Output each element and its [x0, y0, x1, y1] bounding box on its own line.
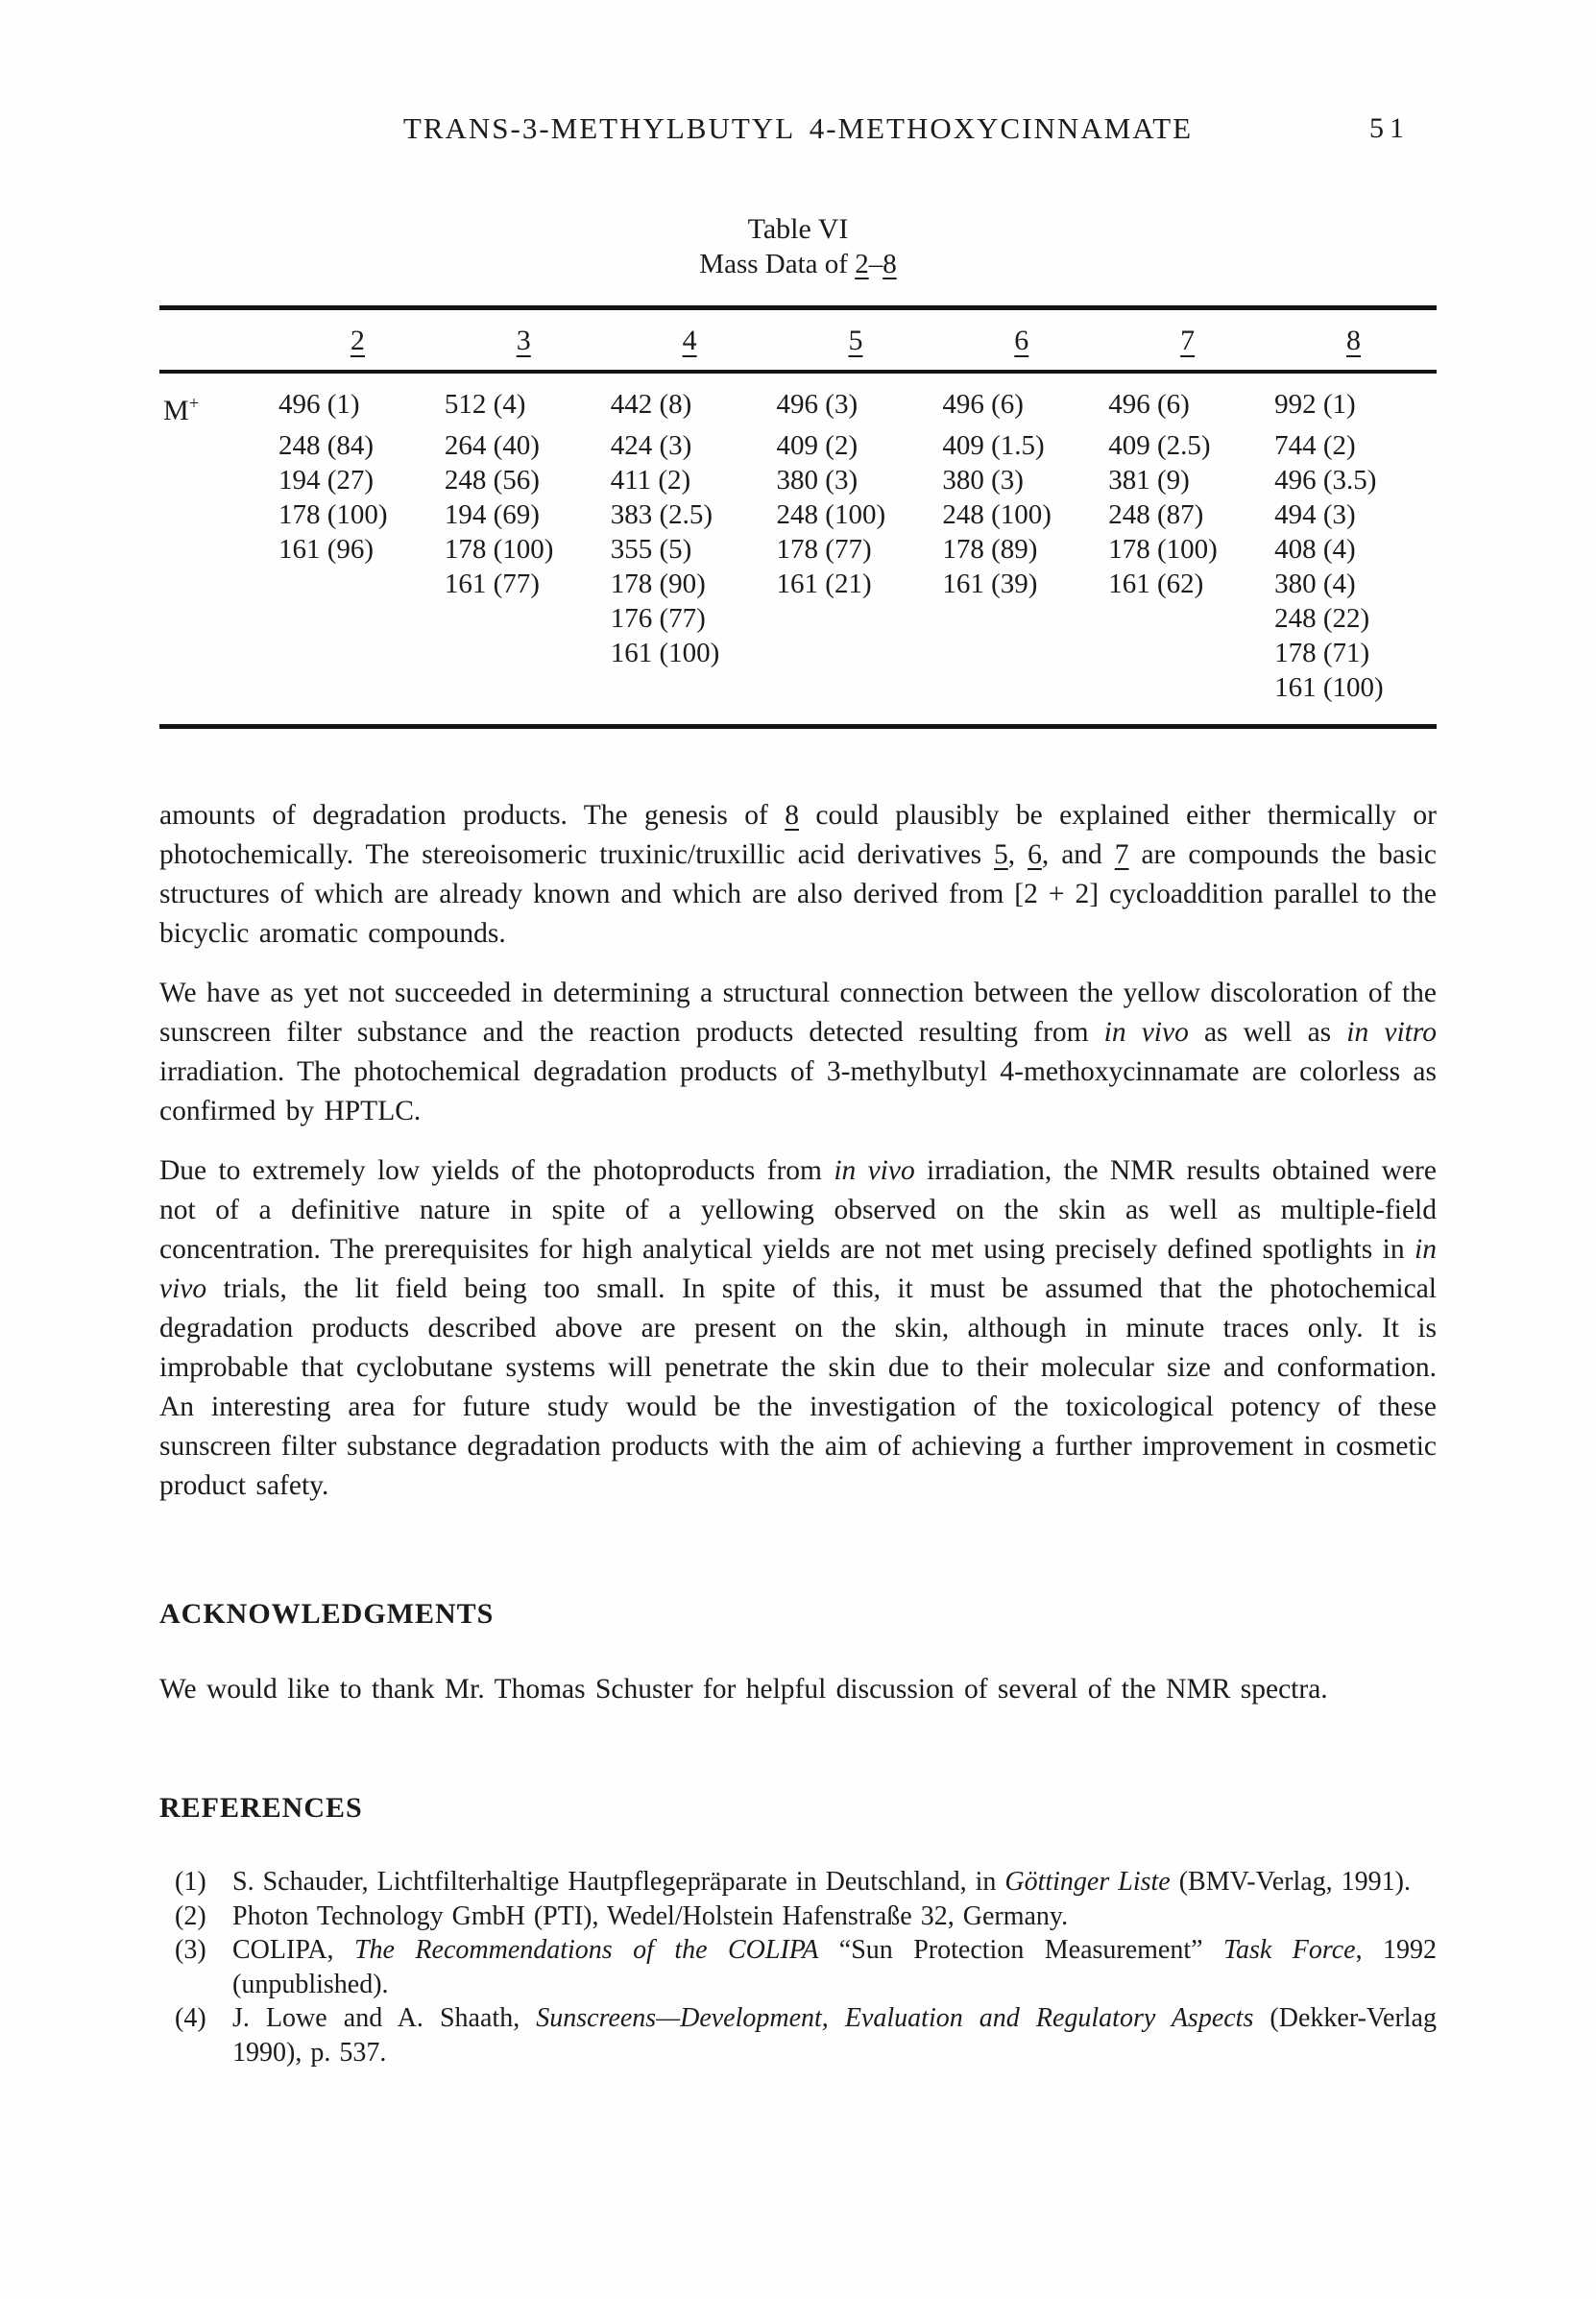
row-label	[159, 532, 275, 567]
table-cell	[441, 670, 607, 727]
table-cell: 380 (3)	[776, 465, 858, 496]
reference-list	[159, 1865, 1437, 2069]
table-cell: 992 (1)	[1274, 389, 1356, 420]
column-header: 4	[607, 308, 773, 373]
table-cell: 496 (3.5)	[1274, 465, 1377, 496]
text-segment: irradiation. The photochemical degradation products of 3-methylbutyl 4-methoxycinnamate are colorless as confirmed by HPTLC.	[159, 1056, 1437, 1126]
column-header: 5	[773, 308, 939, 373]
table-cell: 248 (22)	[1274, 603, 1370, 634]
reference-item	[159, 1900, 1437, 1934]
text-segment: 6	[1028, 839, 1042, 870]
reference-text	[232, 1900, 1437, 1934]
row-label	[159, 636, 275, 670]
table-cell: 409 (2.5)	[1108, 430, 1211, 461]
table-cell: 161 (21)	[776, 569, 872, 599]
table-cell: 178 (100)	[278, 499, 388, 530]
reference-number: (3)	[175, 1935, 206, 1965]
text-segment: (BMV-Verlag, 1991).	[1170, 1867, 1411, 1897]
text-segment: trials, the lit field being too small. In spite of this, it must be assumed that the photochemical degradation products described above are present on the skin, although in minute traces only. It is improbable that cyclobutane systems will penetrate the skin due to their molecular size and conformation. An interesting area for future study would be the investigation of the toxicological potency of these sunscreen filter substance degradation products with the aim of achieving a further improvement in cosmetic product safety.	[159, 1273, 1437, 1501]
column-header: 6	[938, 308, 1104, 373]
text-segment: Mass Data of	[699, 249, 856, 279]
text-segment: Photon Technology GmbH (PTI), Wedel/Holstein Hafenstraße 32, Germany.	[232, 1900, 1069, 1931]
table-cell: 409 (1.5)	[942, 430, 1045, 461]
row-label: M+	[163, 394, 200, 426]
table-cell: 194 (69)	[444, 499, 540, 530]
table-cell: 178 (100)	[444, 534, 554, 565]
table-cell: 178 (89)	[942, 534, 1038, 565]
text-segment: could plausibly be explained either thermically or photochemically. The stereoisomeric truxinic/truxillic acid derivatives	[159, 800, 1437, 870]
text-segment: (Dekker-Verlag 1990), p. 537.	[232, 2003, 1437, 2068]
table-cell: 248 (84)	[278, 430, 375, 461]
table-cell: 744 (2)	[1274, 430, 1356, 461]
table-cell: 178 (100)	[1108, 534, 1218, 565]
table-row	[159, 670, 1437, 727]
text-segment: Göttinger Liste	[1004, 1867, 1171, 1897]
table-row	[159, 463, 1437, 497]
row-label	[159, 601, 275, 636]
table-row	[159, 567, 1437, 601]
table-cell: 161 (100)	[610, 638, 720, 668]
references-heading: REFERENCES	[159, 1792, 363, 1824]
table-row	[159, 601, 1437, 636]
table-cell: 496 (6)	[1108, 389, 1190, 420]
table-cell	[441, 601, 607, 636]
table-cell	[938, 601, 1104, 636]
text-segment: Sunscreens—Development, Evaluation and Regulatory Aspects	[536, 2003, 1254, 2033]
text-segment: –	[868, 249, 883, 279]
table-cell: 494 (3)	[1274, 499, 1356, 530]
text-segment: S. Schauder, Lichtfilterhaltige Hautpflegepräparate in Deutschland, in	[232, 1867, 1005, 1897]
table-cell: 496 (3)	[776, 389, 858, 420]
table-cell	[1104, 636, 1270, 670]
text-segment: 8	[883, 249, 897, 279]
table-cell: 248 (87)	[1108, 499, 1204, 530]
text-segment: Task Force	[1223, 1935, 1356, 1965]
text-segment: 2	[855, 249, 869, 279]
table-cell: 248 (100)	[776, 499, 886, 530]
row-label	[159, 428, 275, 463]
table-cell: 411 (2)	[610, 465, 691, 496]
text-segment: ,	[1007, 839, 1028, 870]
table-cell: 381 (9)	[1108, 465, 1190, 496]
reference-text	[232, 1933, 1437, 2001]
text-segment: as well as	[1188, 1017, 1347, 1048]
row-label	[159, 670, 275, 727]
text-segment: 7	[1114, 839, 1129, 870]
reference-number: (1)	[175, 1867, 206, 1897]
table-cell: 161 (96)	[278, 534, 375, 565]
text-segment: The Recommendations of the COLIPA	[353, 1935, 819, 1965]
column-header: 2	[275, 308, 441, 373]
acknowledgments-heading: ACKNOWLEDGMENTS	[159, 1598, 495, 1630]
table-cell	[441, 636, 607, 670]
text-segment: J. Lowe and A. Shaath,	[232, 2003, 537, 2033]
table-cell: 176 (77)	[610, 603, 706, 634]
reference-number: (2)	[175, 1900, 206, 1931]
table-cell: 178 (77)	[776, 534, 872, 565]
table-cell	[275, 670, 441, 727]
table-cell: 178 (90)	[610, 569, 706, 599]
table-cell	[275, 567, 441, 601]
table-title: Table VI	[747, 213, 849, 245]
table-cell: 380 (4)	[1274, 569, 1356, 599]
table-cell: 161 (77)	[444, 569, 540, 599]
text-segment: irradiation, the NMR results obtained were not of a definitive nature in spite of a yellowing observed on the skin as well as multiple-field concentration. The prerequisites for high analytical yields are not met using precisely defined spotlights in	[159, 1155, 1437, 1265]
table-cell: 512 (4)	[444, 389, 526, 420]
table-cell: 194 (27)	[278, 465, 375, 496]
reference-text	[232, 1865, 1437, 1900]
row-label	[159, 463, 275, 497]
reference-item	[159, 1865, 1437, 1900]
table-subtitle	[159, 247, 1437, 282]
table-row	[159, 636, 1437, 670]
reference-number: (4)	[175, 2003, 206, 2033]
table-cell	[1104, 601, 1270, 636]
table-row	[159, 497, 1437, 532]
table-cell	[275, 636, 441, 670]
table-cell: 178 (71)	[1274, 638, 1370, 668]
table-cell	[773, 670, 939, 727]
table-cell	[773, 636, 939, 670]
body-paragraph-3	[159, 1151, 1437, 1506]
text-segment: in vivo	[159, 1234, 1437, 1304]
table-cell: 161 (39)	[942, 569, 1038, 599]
text-segment: 8	[785, 800, 799, 831]
table-cell	[275, 601, 441, 636]
table-cell: 380 (3)	[942, 465, 1024, 496]
running-head-title: TRANS-3-METHYLBUTYL 4-METHOXYCINNAMATE	[402, 111, 1194, 145]
text-segment: in vivo	[1103, 1017, 1189, 1048]
text-segment: amounts of degradation products. The genesis of	[159, 800, 786, 831]
column-header: 7	[1104, 308, 1270, 373]
text-segment: are compounds the basic structures of which are already known and which are also derived from [2 + 2] cycloaddition parallel to the bicyclic aromatic compounds.	[159, 839, 1437, 949]
text-segment: Due to extremely low yields of the photoproducts from	[159, 1155, 834, 1186]
page-number: 51	[1369, 112, 1410, 144]
row-label	[159, 497, 275, 532]
body-paragraph-2	[159, 974, 1437, 1131]
column-header: 3	[441, 308, 607, 373]
acknowledgments-paragraph: We would like to thank Mr. Thomas Schuster for helpful discussion of several of the NMR spectra.	[159, 1674, 1328, 1705]
column-header: 8	[1270, 308, 1437, 373]
table-cell: 248 (56)	[444, 465, 540, 496]
text-segment: 5	[994, 839, 1008, 870]
reference-item	[159, 2001, 1437, 2069]
text-segment: , and	[1041, 839, 1115, 870]
mass-data-table	[159, 305, 1437, 729]
table-cell: 248 (100)	[942, 499, 1052, 530]
table-cell	[607, 670, 773, 727]
table-cell	[1104, 670, 1270, 727]
table-cell: 496 (6)	[942, 389, 1024, 420]
table-cell: 383 (2.5)	[610, 499, 713, 530]
table-header-row	[159, 308, 1437, 373]
table-cell: 161 (100)	[1274, 672, 1384, 703]
table-row	[159, 532, 1437, 567]
table-cell: 408 (4)	[1274, 534, 1356, 565]
text-segment: “Sun Protection Measurement”	[818, 1935, 1223, 1965]
text-segment: in vivo	[834, 1155, 915, 1186]
reference-item	[159, 1933, 1437, 2001]
table-header-spacer	[159, 308, 275, 373]
text-segment: COLIPA,	[232, 1935, 354, 1965]
table-cell: 442 (8)	[610, 389, 692, 420]
body-paragraph-1	[159, 796, 1437, 954]
table-cell: 161 (62)	[1108, 569, 1204, 599]
text-segment: , 1992 (unpublished).	[232, 1935, 1438, 1999]
table-row	[159, 428, 1437, 463]
row-label	[159, 567, 275, 601]
text-segment: We have as yet not succeeded in determining a structural connection between the yellow discoloration of the sunscreen filter substance and the reaction products detected resulting from	[159, 978, 1437, 1048]
table-cell: 409 (2)	[776, 430, 858, 461]
table-cell	[773, 601, 939, 636]
table-cell	[938, 670, 1104, 727]
table-cell: 496 (1)	[278, 389, 360, 420]
table-row	[159, 372, 1437, 428]
body-text	[159, 796, 1437, 1506]
table-cell: 264 (40)	[444, 430, 540, 461]
text-segment: in vitro	[1346, 1017, 1437, 1048]
table-cell: 355 (5)	[610, 534, 692, 565]
table-cell	[938, 636, 1104, 670]
reference-text	[232, 2001, 1437, 2069]
running-head	[159, 111, 1437, 150]
table-cell: 424 (3)	[610, 430, 692, 461]
